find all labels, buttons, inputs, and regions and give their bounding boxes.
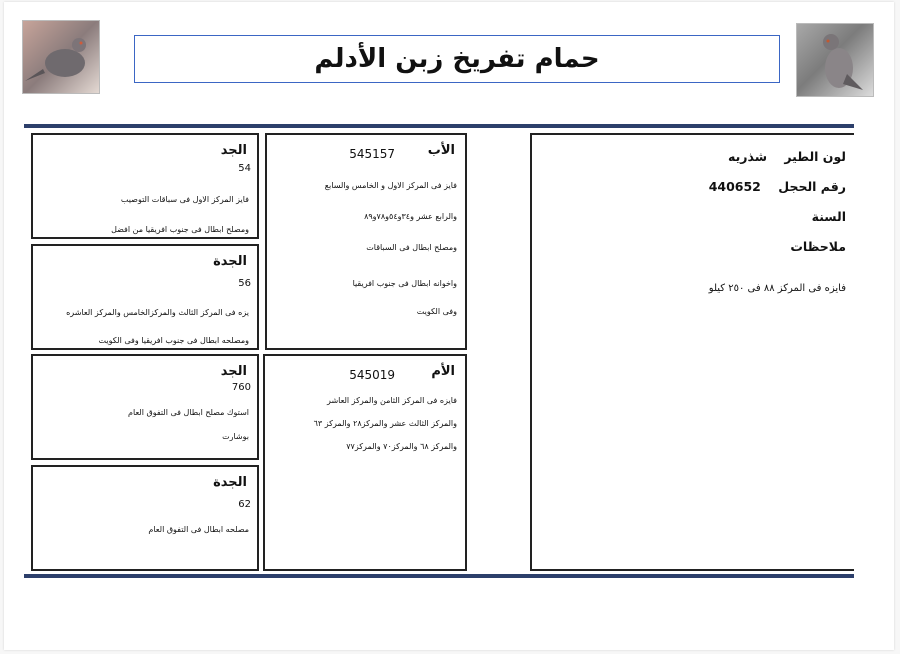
ring-row (709, 179, 846, 194)
grandmother-label: الجدة (213, 475, 247, 490)
notes-label: ملاحظات (790, 239, 846, 254)
grandmother-ring: 56 (238, 278, 251, 289)
ring-value: 440652 (708, 179, 761, 194)
pigeon-photo-left (22, 20, 100, 94)
grandfather-ring: 760 (231, 382, 251, 393)
grandfather-line: استوك مصلح ابطال فى التفوق العام (128, 408, 249, 417)
father-line: وفى الكويت (416, 307, 457, 316)
father-line: ومصلح ابطال فى السباقات (366, 243, 457, 252)
bottom-divider (24, 574, 854, 578)
grandfather-label: الجد (220, 143, 247, 158)
grandmother-line: يزه فى المركز الثالث والمركزالخامس والمركز العاشره (66, 308, 249, 317)
father-box (265, 133, 467, 350)
pigeon-photo-right (796, 23, 874, 97)
year-label: السنة (811, 209, 846, 224)
note-text: فايزه فى المركز ٨٨ فى ٢٥٠ كيلو (708, 283, 846, 294)
mother-line: فايزه فى المركز الثامن والمركز العاشر (327, 396, 457, 405)
grandfather-line: ومصلح ابطال فى جنوب افريقيا من افضل (111, 225, 249, 234)
grandmother-label: الجدة (213, 254, 247, 269)
grandfather-line: بوشارت (222, 432, 249, 441)
mother-line: والمركز ٦٨ والمركز٧٠ والمركز٧٧ (346, 442, 457, 451)
mother-ring: 545019 (349, 368, 395, 382)
pigeon-image-icon (797, 24, 873, 96)
grandfather-maternal-box (31, 354, 259, 460)
father-line: فايز فى المركز الاول و الخامس والسابع (324, 181, 457, 190)
grandmother-maternal-box (31, 465, 259, 571)
mother-label: الأم (431, 364, 455, 379)
grandmother-line: مصلحه ابطال فى التفوق العام (148, 525, 249, 534)
grandmother-line: ومصلحه ابطال فى جنوب افريقيا وفى الكويت (98, 336, 249, 345)
grandmother-paternal-box (31, 244, 259, 350)
page-title: حمام تفريخ زبن الأدلم (314, 44, 600, 74)
grandfather-paternal-box (31, 133, 259, 239)
top-divider (24, 124, 854, 128)
mother-box (263, 354, 467, 571)
grandfather-line: فايز المركز الاول فى سباقات التوصيب (120, 195, 249, 204)
father-label: الأب (427, 143, 455, 158)
grandfather-label: الجد (220, 364, 247, 379)
color-label: لون الطير (784, 149, 846, 164)
father-line: واخوانه ابطال فى جنوب افريقيا (352, 279, 457, 288)
color-value: شذريه (728, 149, 767, 164)
pigeon-image-icon (23, 21, 99, 93)
grandfather-ring: 54 (238, 163, 251, 174)
father-line: والرابع عشر و٣٤و٥٤و٧٨و٨٩ (364, 212, 457, 221)
color-row (728, 149, 846, 164)
ring-label: رقم الحجل (778, 179, 846, 194)
bird-info-box (530, 133, 854, 571)
title-box (134, 35, 780, 83)
mother-line: والمركز الثالث عشر والمركز٢٨ والمركز ٦٣ (313, 419, 457, 428)
grandmother-ring: 62 (238, 499, 251, 510)
father-ring: 545157 (349, 147, 395, 161)
